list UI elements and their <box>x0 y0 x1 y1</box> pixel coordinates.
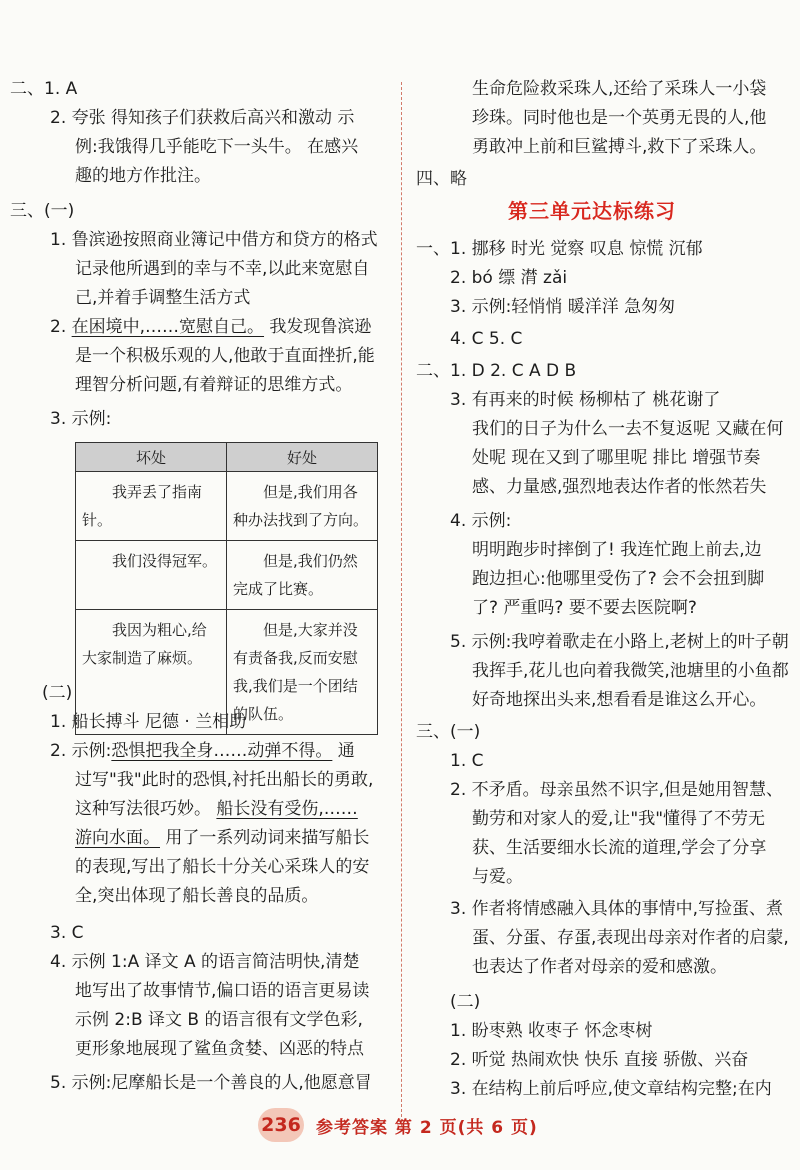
answer-text: 过写"我"此时的恐惧,衬托出船长的勇敢, <box>75 770 374 790</box>
answer-text: 处呢 现在又到了哪里呢 排比 增强节奏 <box>472 448 761 468</box>
answer-line <box>472 136 766 158</box>
answer-text: 感、力量感,强烈地表达作者的怅然若失 <box>472 477 767 497</box>
answer-line <box>50 316 371 338</box>
answer-line <box>75 1009 363 1031</box>
answer-text: 地写出了故事情节,偏口语的语言更易读 <box>75 981 370 1001</box>
answer-line <box>450 991 480 1013</box>
answer-line <box>75 345 375 367</box>
answer-line <box>50 922 84 944</box>
underlined-text: 恐惧把我全身……动弹不得。 <box>111 741 333 761</box>
underlined-text: 船长没有受伤,…… <box>216 799 358 819</box>
answer-text: 跑边担心:他哪里受伤了? 会不会扭到脚 <box>472 569 765 589</box>
answer-text: (二) <box>450 992 481 1012</box>
answer-line <box>416 721 480 743</box>
answer-text: 更形象地展现了鲨鱼贪婪、凶恶的特点 <box>75 1039 364 1059</box>
answer-text: 三、(一) <box>10 201 75 221</box>
answer-line <box>75 798 358 820</box>
answer-text: 我发现鲁滨逊 <box>264 317 372 337</box>
answer-line <box>75 374 352 396</box>
answer-line <box>416 238 703 260</box>
table-cell: 我因为粗心,给大家制造了麻烦。 <box>76 610 227 735</box>
answer-text: 1. 鲁滨逊按照商业簿记中借方和贷方的格式 <box>50 230 378 250</box>
answer-line <box>472 866 523 888</box>
answer-text: 全,突出体现了船长善良的品质。 <box>75 886 319 906</box>
example-table <box>75 442 378 735</box>
answer-line <box>416 168 467 190</box>
answer-text: 2. bó 缥 潸 zǎi <box>450 268 568 288</box>
answer-text: 勇敢冲上前和巨鲨搏斗,救下了采珠人。 <box>472 137 767 157</box>
answer-text: 的表现,写出了船长十分关心采珠人的安 <box>75 857 370 877</box>
answer-line <box>472 956 727 978</box>
table-header-cell: 好处 <box>227 443 378 472</box>
answer-line <box>472 837 766 859</box>
answer-text: 例:我饿得几乎能吃下一头牛。 在感兴 <box>75 137 359 157</box>
answer-text: 一、1. 挪移 时光 觉察 叹息 惊慌 沉郁 <box>416 239 703 259</box>
answer-line <box>472 927 789 949</box>
answer-text: 5. 示例:尼摩船长是一个善良的人,他愿意冒 <box>50 1073 372 1093</box>
answer-line <box>10 200 74 222</box>
answer-line <box>75 769 373 791</box>
answer-text: 三、(一) <box>416 722 481 742</box>
answer-text: 示例 2:B 译文 B 的语言很有文学色彩, <box>75 1010 363 1030</box>
table-cell: 但是,大家并没有责备我,反而安慰我,我们是一个团结的队伍。 <box>227 610 378 735</box>
answer-text: 与爱。 <box>472 867 523 887</box>
answer-text: 3. 示例: <box>50 409 112 429</box>
answer-text: 理智分析问题,有着辩证的思维方式。 <box>75 375 353 395</box>
answer-text: 3. C <box>50 923 84 943</box>
footer-text: 参考答案 第 2 页(共 6 页) <box>316 1118 538 1138</box>
underlined-text: 游向水面。 <box>75 828 160 848</box>
answer-text: 记录他所遇到的幸与不幸,以此来宽慰自 <box>75 259 370 279</box>
answer-line <box>450 267 567 289</box>
answer-text: 二、1. A <box>10 79 78 99</box>
answer-line <box>450 898 783 920</box>
answer-line <box>75 1038 364 1060</box>
answer-text: 蛋、分蛋、存蛋,表现出母亲对作者的启蒙, <box>472 928 789 948</box>
answer-line <box>472 597 697 619</box>
answer-text: 4. C 5. C <box>450 329 523 349</box>
table-row <box>76 541 378 610</box>
answer-text: 趣的地方作批注。 <box>75 166 211 186</box>
answer-text: 2. 不矛盾。母亲虽然不识字,但是她用智慧、 <box>450 780 784 800</box>
answer-text: 二、1. D 2. C A D B <box>416 361 577 381</box>
table-header-cell: 坏处 <box>76 443 227 472</box>
answer-text: 也表达了作者对母亲的爱和感激。 <box>472 957 727 977</box>
answer-text: 2. 示例: <box>50 741 112 761</box>
answer-text: 3. 在结构上前后呼应,使文章结构完整;在内 <box>450 1079 772 1099</box>
answer-text: 好奇地探出头来,想看看是谁这么开心。 <box>472 690 767 710</box>
answer-line <box>75 980 369 1002</box>
answer-line <box>472 539 762 561</box>
answer-text: 1. 盼枣熟 收枣子 怀念枣树 <box>450 1021 653 1041</box>
answer-text: 1. 船长搏斗 尼德 · 兰相助 <box>50 712 247 732</box>
answer-text: 2. 夸张 得知孩子们获救后高兴和激动 示 <box>50 108 355 128</box>
answer-text: 我们的日子为什么一去不复返呢 又藏在何 <box>472 419 784 439</box>
answer-line <box>450 779 783 801</box>
answer-line <box>75 827 369 849</box>
answer-line <box>50 740 355 762</box>
answer-line <box>50 107 354 129</box>
answer-text: 了? 严重吗? 要不要去医院啊? <box>472 598 697 618</box>
answer-line <box>472 418 783 440</box>
answer-line <box>50 229 378 251</box>
answer-text: 3. 作者将情感融入具体的事情中,写捡蛋、煮 <box>450 899 784 919</box>
answer-line <box>450 750 484 772</box>
answer-text: 己,并着手调整生活方式 <box>75 288 251 308</box>
answer-text: 生命危险救采珠人,还给了采珠人一小袋 <box>472 79 767 99</box>
answer-text: 勤劳和对家人的爱,让"我"懂得了不劳无 <box>472 809 766 829</box>
answer-text: 是一个积极乐观的人,他敢于直面挫折,能 <box>75 346 375 366</box>
answer-line <box>472 447 760 469</box>
underlined-text: 在困境中,……宽慰自己。 <box>71 317 265 337</box>
answer-text: 2. <box>50 317 72 337</box>
answer-line <box>75 258 369 280</box>
answer-text: 3. 示例:轻悄悄 暖洋洋 急匆匆 <box>450 297 676 317</box>
answer-line <box>450 1020 652 1042</box>
answer-line <box>472 476 766 498</box>
answer-line <box>472 107 766 129</box>
answer-text: 珍珠。同时他也是一个英勇无畏的人,他 <box>472 108 767 128</box>
answer-text: 4. 示例 1:A 译文 A 的语言简洁明快,清楚 <box>50 952 360 972</box>
answer-text: 5. 示例:我哼着歌走在小路上,老树上的叶子朝 <box>450 632 789 652</box>
answer-text: (二) <box>42 683 73 703</box>
answer-line <box>75 136 358 158</box>
answer-line <box>450 1049 748 1071</box>
answer-text: 获、生活要细水长流的道理,学会了分享 <box>472 838 767 858</box>
answer-line <box>50 408 111 430</box>
answer-text: 3. 有再来的时候 杨柳枯了 桃花谢了 <box>450 390 721 410</box>
answer-line <box>416 360 576 382</box>
answer-line <box>10 78 77 100</box>
answer-line <box>472 78 766 100</box>
answer-line <box>450 328 522 350</box>
answer-text: 这种写法很巧妙。 <box>75 799 217 819</box>
answer-line <box>450 1078 772 1100</box>
table-row <box>76 610 378 735</box>
answer-line <box>42 682 72 704</box>
answer-line <box>472 660 789 682</box>
answer-line <box>450 296 675 318</box>
answer-text: 通 <box>332 741 355 761</box>
answer-text: 四、略 <box>416 169 467 189</box>
answer-line <box>472 808 765 830</box>
answer-line <box>472 568 764 590</box>
answer-text: 我挥手,花儿也向着我微笑,池塘里的小鱼都 <box>472 661 789 681</box>
answer-text: 1. C <box>450 751 484 771</box>
answer-line <box>472 689 766 711</box>
answer-text: 4. 示例: <box>450 511 512 531</box>
answer-text: 2. 听觉 热闹欢快 快乐 直接 骄傲、兴奋 <box>450 1050 749 1070</box>
table-cell: 我们没得冠军。 <box>76 541 227 610</box>
answer-line <box>50 1072 372 1094</box>
table-cell: 但是,我们仍然完成了比赛。 <box>227 541 378 610</box>
answer-line <box>450 510 511 532</box>
column-divider <box>401 82 402 1127</box>
table-row <box>76 472 378 541</box>
answer-line <box>50 951 359 973</box>
answer-line <box>450 389 720 411</box>
answer-line <box>75 165 211 187</box>
answer-text: 明明跑步时摔倒了! 我连忙跑上前去,边 <box>472 540 762 560</box>
section-title: 第三单元达标练习 <box>508 199 676 223</box>
answer-line <box>75 885 318 907</box>
table-cell: 我弄丢了指南针。 <box>76 472 227 541</box>
answer-line <box>75 287 250 309</box>
answer-text: 用了一系列动词来描写船长 <box>160 828 370 848</box>
answer-line <box>450 631 789 653</box>
table-cell: 但是,我们用各种办法找到了方向。 <box>227 472 378 541</box>
answer-line <box>75 856 369 878</box>
page-number-badge: 236 <box>258 1108 304 1142</box>
